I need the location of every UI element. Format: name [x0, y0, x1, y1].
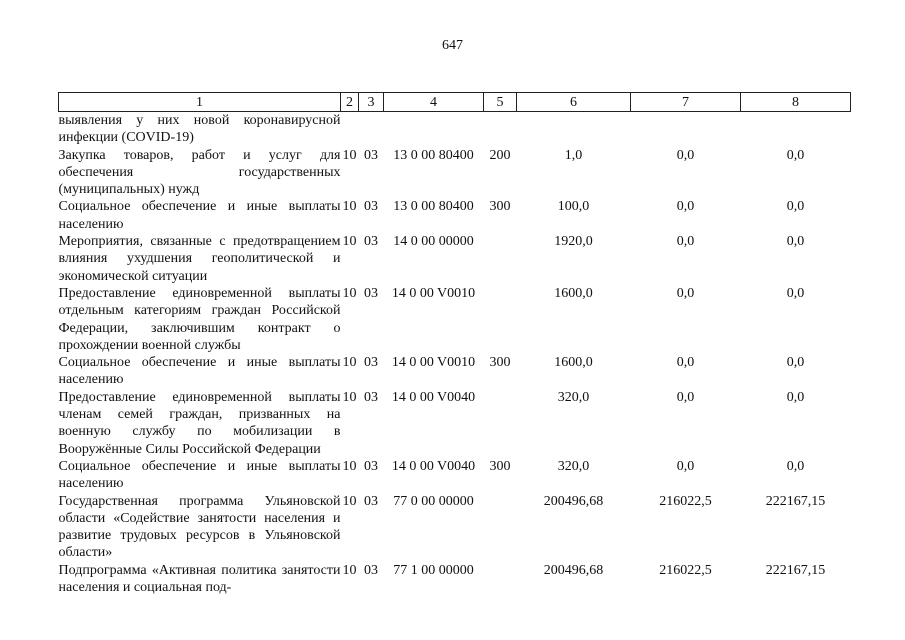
row-expense-type — [484, 285, 517, 354]
table-row — [59, 354, 851, 389]
row-subsection — [359, 112, 384, 147]
table-row — [59, 389, 851, 458]
table-row — [59, 562, 851, 597]
row-section: 10 — [342, 493, 357, 509]
row-value-col7: 0,0 — [676, 199, 695, 215]
table-row — [59, 233, 851, 285]
row-value-col7: 0,0 — [676, 458, 695, 474]
table-row — [59, 493, 851, 562]
row-target-code: 13 0 00 80400 — [393, 147, 474, 163]
table-row — [59, 285, 851, 354]
row-target-code: 14 0 00 V0040 — [391, 389, 476, 405]
row-subsection: 03 — [364, 285, 378, 301]
row-value-col6: 1600,0 — [554, 285, 593, 301]
row-value-col6: 200496,68 — [543, 562, 604, 578]
row-value-col7: 0,0 — [676, 355, 695, 371]
row-expense-type — [484, 233, 517, 285]
row-target-code: 14 0 00 V0010 — [391, 285, 476, 301]
row-value-col6: 1920,0 — [554, 234, 593, 250]
header-col-8: 8 — [741, 93, 851, 112]
row-target-code — [384, 112, 484, 147]
row-value-col6: 1600,0 — [554, 355, 593, 371]
row-subsection: 03 — [364, 493, 378, 509]
row-expense-type: 200 — [489, 147, 511, 163]
row-value-col8: 0,0 — [786, 355, 805, 371]
table-row — [59, 198, 851, 233]
row-value-col6 — [517, 112, 631, 147]
row-value-col8: 0,0 — [786, 285, 805, 301]
row-name: Социальное обеспечение и иные выплаты населению — [58, 458, 341, 492]
row-section: 10 — [342, 234, 357, 250]
row-name: Социальное обеспечение и иные выплаты населению — [58, 355, 341, 388]
row-section: 10 — [342, 562, 357, 578]
row-subsection: 03 — [364, 458, 378, 474]
row-section: 10 — [342, 285, 357, 301]
row-subsection: 03 — [364, 389, 378, 405]
header-col-4: 4 — [384, 93, 484, 112]
header-col-1: 1 — [59, 93, 341, 112]
row-target-code: 14 0 00 V0040 — [391, 458, 476, 474]
header-col-6: 6 — [517, 93, 631, 112]
row-expense-type — [484, 562, 517, 597]
row-subsection: 03 — [364, 147, 378, 163]
row-value-col8: 222167,15 — [765, 493, 826, 509]
page-number: 647 — [442, 38, 463, 53]
row-value-col8: 0,0 — [786, 458, 805, 474]
row-expense-type — [484, 389, 517, 458]
row-section: 10 — [342, 199, 357, 215]
row-name: Подпрограмма «Активная политика занятости населения и социальная под- — [58, 562, 341, 596]
header-col-7: 7 — [631, 93, 741, 112]
row-name: Предоставление единовременной выплаты отдельным категориям граждан Российской Федерации, заключившим контракт о прохождении военной службы — [58, 285, 341, 353]
header-col-2: 2 — [341, 93, 359, 112]
row-value-col7: 0,0 — [676, 389, 695, 405]
row-subsection: 03 — [364, 355, 378, 371]
row-value-col8: 0,0 — [786, 389, 805, 405]
header-col-5: 5 — [484, 93, 517, 112]
row-target-code: 14 0 00 00000 — [393, 234, 474, 250]
row-value-col6: 100,0 — [557, 199, 590, 215]
row-value-col8: 0,0 — [786, 147, 805, 163]
table-header-row — [59, 93, 851, 112]
row-section: 10 — [342, 458, 357, 474]
row-value-col6: 320,0 — [557, 389, 590, 405]
table-row — [59, 112, 851, 147]
row-name: Закупка товаров, работ и услуг для обеспечения государственных (муниципальных) нужд — [58, 147, 341, 198]
row-value-col7: 216022,5 — [659, 493, 712, 509]
row-section: 10 — [342, 389, 357, 405]
row-value-col8: 222167,15 — [765, 562, 826, 578]
row-value-col6: 320,0 — [557, 458, 590, 474]
row-section: 10 — [342, 147, 357, 163]
row-section — [341, 112, 359, 147]
row-value-col8: 0,0 — [786, 234, 805, 250]
row-subsection: 03 — [364, 562, 378, 578]
row-name: Предоставление единовременной выплаты членам семей граждан, призванных на военную службу по мобилизации в Вооружённые Силы Российской Федерации — [58, 389, 341, 457]
row-expense-type — [484, 112, 517, 147]
row-expense-type: 300 — [489, 458, 511, 474]
row-value-col7 — [631, 112, 741, 147]
row-target-code: 77 1 00 00000 — [393, 562, 474, 578]
row-target-code: 77 0 00 00000 — [393, 493, 474, 509]
row-target-code: 14 0 00 V0010 — [391, 355, 476, 371]
row-value-col7: 0,0 — [676, 234, 695, 250]
row-expense-type: 300 — [489, 355, 511, 371]
row-subsection: 03 — [364, 199, 378, 215]
budget-table — [58, 92, 851, 596]
row-section: 10 — [342, 355, 357, 371]
row-expense-type: 300 — [489, 199, 511, 215]
row-value-col6: 200496,68 — [543, 493, 604, 509]
row-value-col8 — [741, 112, 851, 147]
header-col-3: 3 — [359, 93, 384, 112]
table-row — [59, 147, 851, 199]
row-name: выявления у них новой коронавирусной инфекции (COVID-19) — [58, 113, 341, 146]
row-target-code: 13 0 00 80400 — [393, 199, 474, 215]
row-value-col7: 216022,5 — [659, 562, 712, 578]
row-value-col7: 0,0 — [676, 147, 695, 163]
row-value-col7: 0,0 — [676, 285, 695, 301]
table-row — [59, 458, 851, 493]
row-name: Социальное обеспечение и иные выплаты населению — [58, 199, 341, 232]
row-subsection: 03 — [364, 234, 378, 250]
row-name: Мероприятия, связанные с предотвращением влияния ухудшения геополитической и экономической ситуации — [58, 234, 341, 284]
row-expense-type — [484, 493, 517, 562]
row-name: Государственная программа Ульяновской области «Содействие занятости населения и развитие трудовых ресурсов в Ульяновской области» — [58, 493, 341, 561]
row-value-col6: 1,0 — [564, 147, 583, 163]
row-value-col8: 0,0 — [786, 199, 805, 215]
